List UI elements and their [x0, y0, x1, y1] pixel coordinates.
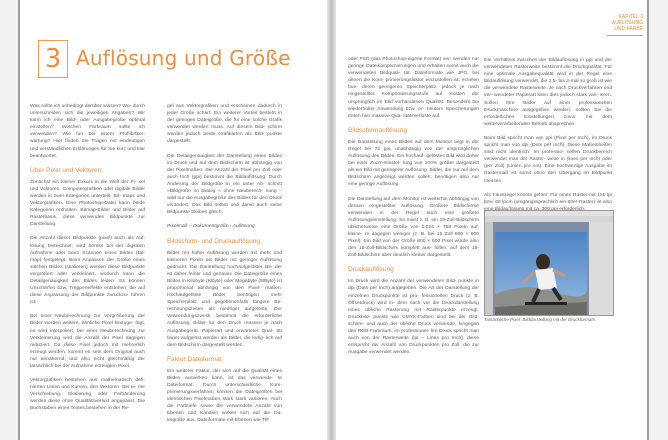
section-heading-aufloesung: Bildschirm- und Druckauflösung	[167, 237, 261, 245]
left-page-edge	[0, 0, 20, 440]
body-paragraph: Die Darstellung eines Bildes auf dem Monitor liegt in der Regel bei 72 ppi, unabhängig von der ursprünglichen Auflösung des Bildes. Ein hochauf- gelöstes Bild wird daher bei einer Zoom-Einstel- lung von 100% größer dargestellt als ein Bild mit geringerer Auflösung. Bilder, die nur auf dem Bildschirm angezeigt werden sollen, benötigen also nur eine geringe Auflösung.	[348, 139, 479, 188]
body-paragraph: Zunächst ein kleiner Exkurs in die Welt der Pi- xel und Vektoren. Computergrafiken oder digitale Bilder werden in zwei Kategorien unterteilt, Bit- maps und Vektorgrafiken. Eine Photoshop-Datei kann beide Kategorien enthalten. Bitmap-Bilder und Bilder auf Rasterbasis, diese verwenden Bildpunkte zur Darstellung.	[30, 179, 145, 228]
figure-caption: Tatsächliche Pixel: Bilddarstellung mit der Druckformats.	[484, 317, 597, 322]
running-head-rule	[607, 35, 643, 36]
right-column-1	[348, 56, 479, 363]
intro-paragraph: Was sollte ich unbedingt darüber wissen? Wo- durch unterscheiden sich die jeweiligen Angaben? Wir kann ich eine Bild- oder Ausgabegröße optimal einstellen? Welchen Farbraum sollte ich verwenden? Wie fun bei einem Profilbrtker- wartung? Hier finden Sie Fragen mit eindeutigen und verständlichen Erklärungen für Sie kurz und klar beantwortet.	[30, 104, 145, 159]
right-page-edge	[647, 0, 668, 440]
body-paragraph: Die Anzahl dieser Bildpunkte (pixel) auch als Auf- lösung bezeichnet, wird bereits bei der digitalen Aufnahme oder beim Scannen eines Bildes (Bit- map) festgelegt. Beim Anpassen der Größe eines solchen Bildes (skalieren) werden diese Bildpunkte vergrößert oder verkleinert, wodurch kann die Detailgenauigkeit des Bildes leiden. Es können Unschärfen bzw. Treppeneffekte entstehen, die auf diese Anpassung der Bildpunkte zurückzu- führen ist.	[30, 236, 145, 306]
running-head-chapter: KAPITEL 3	[618, 14, 643, 20]
body-paragraph: gel aus Vektorgrafiken und erscheinen dadurch in jeder Größe scharf. Ein weiterer Vorteil besteht in der geringen Dateigröße, die für eine solche Grafik verwendet werden muss. Auf diesem Bild- schirm werden jedoch beide Grafikarten als Bild- punkte dargestellt.	[167, 104, 282, 145]
figure-side-panels	[589, 222, 613, 316]
photoshop-screenshot-figure	[484, 210, 614, 316]
figure-tools-panel	[485, 222, 493, 316]
right-page	[336, 0, 647, 440]
body-paragraph: Vektorgrafiken bestehen aus mathematisch defi- nierten Linien und Kurven, den Vektoren. Bei ei- ner Verschiebung, Skalierung oder Farbänderung werden diese ohne Qualitätsverlust angepasst. Die Buchstaben eines Textes bestehen in der Re-	[30, 378, 145, 412]
chapter-number: 3	[44, 44, 62, 74]
body-paragraph: Bei einer Neuberechnung zur Vergrößerung der Bilder werden weitere, ähnliche Pixel hinzuge- fügt, es wird interpoliert, bei einer Neuberechnung zur Verkleinerung wird die Anzahl der Pixel dagegen reduziert. Da diese Pixel jedoch mit mehrerlich erzeugt werden, kommt es sein dem Original auch nur annähernd, und also nicht gleichmäßig der tatsächlich bei der Aufnahme erzeugten Pixel.	[30, 314, 145, 369]
left-column-1	[30, 103, 145, 420]
body-paragraph: Beim Bild spricht man von ppi (Pixel per Inch), im Druck spricht man von dpi (Dots per Inch). Diese Maßeinheiten sind nicht identisch: Im professio- nellen Druckbereich verwendet man der Raster- weite in (lines per inch) oder (per Zoll) (Linien pro cm). Eine hochwertige Ausgabe im Rastermaß ist somit ohne den Übergang im Bildpunkt messen.	[484, 135, 612, 184]
left-page	[20, 0, 327, 440]
book-gutter	[327, 0, 336, 440]
body-paragraph: Die Detailgenauigkeit der Darstellung eines Bildes im Druck und auf dem Bildschirm ist abhängig von der Pixelmaßen. Die Anzahl der Pixel pro Zoll oder auch Inch (ppi) bestimmt die Bildauflösung. Durch Änderung der Bildgröße in ein unter Ab- schnitt »Bildgröße im Dialog » ohne Neuberech- nung – wird nur die Ausgabegröße des Bildes für den Druck verändert. Das Bild selbst und damit auch seine Bildpunkte bleiben gleich.	[167, 153, 282, 216]
body-paragraph: Im Druck wird die Anzahl der verwendeten Bild- punkte in dpi (Dots per Inch) angegeben. Die Art der Darstellung der einzelnen Druckpunkte ist pro- fessionellen Druck (z. B. Offsetdruck) wird in- dem nach vor die Druckdarstellung eines übliche Rasterung mit Rasterpunkte erzeugt. Druckbild- punkte wie CMYK-Farben sind bei der Bild- schirm- und auch der übliche Druck verwende, hingegen den RGB-Farbraum, im professionel- len Druck spricht man auch von der Rasterweite (lpi – Lines pro Inch), diese entspricht der Anzahl von Druckpunkten pro Zoll, die zur Ausgabe verwendet werden.	[348, 279, 479, 356]
section-heading-bildschirm: Bildschirmauflösung	[348, 126, 408, 134]
left-column-2	[167, 103, 282, 432]
section-heading-druck: Druckauflösung	[348, 266, 394, 274]
formula-line: Pixelmaß – Dokumentgröße › Auflösung	[167, 224, 255, 230]
chapter-number-box	[38, 40, 68, 78]
section-heading-dateiformat: Faktor Dateiformat	[167, 355, 222, 363]
running-head-topic: AUFLÖSUNG UND FARBE	[611, 20, 643, 33]
body-paragraph: Die Darstellung auf dem Monitor ist weiterhin abhängig von dessen eingestellter Auflösung. Größere Bildschirme verwenden in der Regel auch eine größere Auflösungseinstellung. So misst z. B. ein 19-Zoll-Bildschirm üblicherweise eine Größe von 1.024 × 768 Pixeln auf, kleine- re dagegen weniger (z. B. bei 15 Zoll 800 × 600 Pixel). Ein Bild von der Größe 800 × 600 Pixel würde also den 15-Zoll-Bildschirm komplett aus- füllen, auf dem 19-Zoll-Bildschirm aber deutlich kleiner dargestellt.	[348, 196, 479, 259]
body-paragraph: Als Faustregel könnte gelten: Für einen Raster mit 150 lpi bzw. 60 lpcm (umgangssprachlich ein 60er-Raster) ist also	[484, 192, 612, 205]
chapter-title: Auflösung und Größe	[76, 46, 291, 70]
section-heading-pixel-vektoren: Über Pixel und Vektoren	[30, 166, 102, 174]
body-paragraph: oder PSD (das Photoshop-eigene Format) ver- wenden nur geringe Dateikomprimierungen und erhalten somit auch die verwendeten Bildquali- tät. Dateiformate wie JPG, bei denen die Kom- primierungsfaktor einzustellen ist, erzielen bue- deren geringeren Speicherplatz, jedoch je nach eingestellter Komprimierungsstufe auf Kosten der ursprünglich im Bild vorhandenen Qualität. Besonders bei wiederholter Anwendung bzw. er- neutem Speicherungen treten hier massive Qua- litätsverluste auf.	[348, 57, 479, 119]
body-paragraph: Bilder mit hoher Auflösung werden mit mehr und kleineren Pixeln als Bilder mit geringer Auflösung gedruckt. Die Darstellung hochaufgelöster Bil- der ist daher feiner und genauer. Die Dateigröße eines Bildes in Kilobyte (KByte) oder Megabyte (MByte) ist proportional abhängig von den Pixel- maßen. Hochaufgelöste Bilder benötigen mehr Speicherplatz und gegebenenfalls längere Be- rechnungszeiten als niedriger aufgelöste. Der Verwendungszweck bestimmt die erforderliche Auflösung. Bilder für den Druck müssen je nach Ausgabegerät, Papierart und erwarteter Qual- tät feiner aufgelöst werden als Bilder, die ledig- lich auf dem Bildschirm dargestellt werden.	[167, 250, 282, 348]
running-head	[607, 14, 643, 36]
body-paragraph: Ein weiterer Faktor, der sich auf die Qualität eines Bildes auswirken kann, ist das verwende- te Dateiformat. Durch unterschiedliche Kom- primierungsverfahren können die Dateigrößen bei identischen Pixelmaßen stark stark variieren. Auch die Farbtiefe sowie die verwendete Anzahl von Ebenen und Kanälen wirken sich auf die Da- teigröße aus. Dateiformate mit Ebenen wie TIF	[167, 368, 282, 424]
body-paragraph: Die Verhältnis zwischen der Bildauflösung in ppi und der verwendeten Rasterweite bestimmt die Druckqualität. Für eine optimale Ausgabequalität wird in der Regel eine Bildauflösung verwendet, die 1,5- bis 2-mal so groß ist wie die verwendete Rasterweite. Je nach Druckverfahren und ver- wendeter Papierart kann dies jedoch stark vari- ieren. Sollen Ihre Bilder auf einer professionellen Druckmaschine ausgegeben werden, sollten Sie die erforderlichen Einstellungen zuvor mit dem weiterverarbeitenden Betrieb absprechen.	[484, 58, 612, 127]
skateboard-photo	[495, 225, 587, 316]
